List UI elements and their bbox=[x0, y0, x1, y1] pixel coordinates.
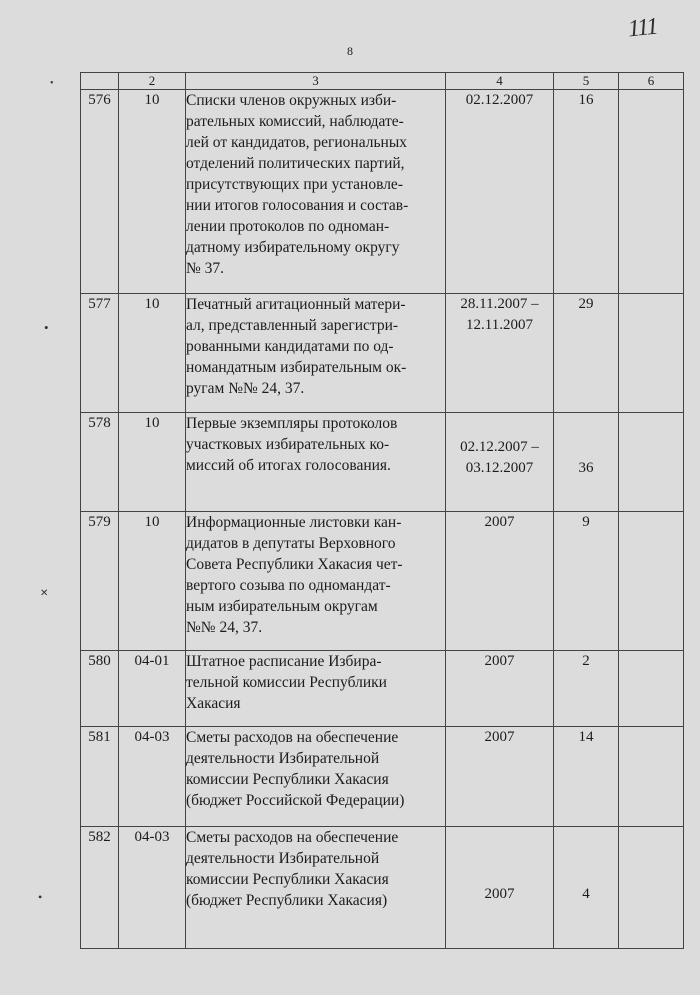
item-index-code: 10 bbox=[119, 512, 186, 651]
item-title: Штатное расписание Избира- тельной комиссии Республики Хакасия bbox=[186, 651, 446, 727]
item-notes bbox=[619, 727, 684, 827]
item-notes bbox=[619, 294, 684, 413]
table-row bbox=[81, 727, 684, 827]
item-page-count: 29 bbox=[554, 294, 619, 413]
document-register-table bbox=[80, 72, 684, 949]
item-index-code: 10 bbox=[119, 90, 186, 294]
item-dates: 02.12.2007 bbox=[446, 90, 554, 294]
column-header: 6 bbox=[619, 73, 684, 90]
scan-speck: • bbox=[50, 78, 54, 89]
item-title: Первые экземпляры протоколов участковых избирательных ко- миссий об итогах голосования. bbox=[186, 413, 446, 512]
table-row bbox=[81, 651, 684, 727]
item-title: Печатный агитационный матери- ал, представленный зарегистри- рованными кандидатами по од- номандатным избирательным ок- ругам №№ 24, 37. bbox=[186, 294, 446, 413]
column-header: 2 bbox=[119, 73, 186, 90]
item-index-code: 10 bbox=[119, 294, 186, 413]
scan-speck: • bbox=[38, 890, 43, 904]
item-number: 582 bbox=[81, 827, 119, 949]
item-dates: 02.12.2007 – 03.12.2007 bbox=[446, 413, 554, 512]
column-header: 4 bbox=[446, 73, 554, 90]
item-page-count: 2 bbox=[554, 651, 619, 727]
item-index-code: 04-01 bbox=[119, 651, 186, 727]
column-header bbox=[81, 73, 119, 90]
item-number: 581 bbox=[81, 727, 119, 827]
item-page-count: 4 bbox=[554, 827, 619, 949]
item-title: Списки членов окружных изби- рательных комиссий, наблюдате- лей от кандидатов, региональных отделений политических партий, присутствующих при установле- нии итогов голосования и состав- лении протоколов по одноман- датному избирательному округу № 37. bbox=[186, 90, 446, 294]
item-title: Сметы расходов на обеспечение деятельности Избирательной комиссии Республики Хакасия (бюджет Республики Хакасия) bbox=[186, 827, 446, 949]
item-notes bbox=[619, 512, 684, 651]
item-title: Сметы расходов на обеспечение деятельности Избирательной комиссии Республики Хакасия (бюджет Российской Федерации) bbox=[186, 727, 446, 827]
item-index-code: 04-03 bbox=[119, 827, 186, 949]
item-page-count: 9 bbox=[554, 512, 619, 651]
table-row bbox=[81, 827, 684, 949]
item-notes bbox=[619, 90, 684, 294]
scan-speck: • bbox=[44, 320, 49, 335]
item-page-count: 36 bbox=[554, 413, 619, 512]
table-row bbox=[81, 413, 684, 512]
item-index-code: 10 bbox=[119, 413, 186, 512]
item-number: 580 bbox=[81, 651, 119, 727]
item-number: 578 bbox=[81, 413, 119, 512]
item-page-count: 14 bbox=[554, 727, 619, 827]
column-header: 5 bbox=[554, 73, 619, 90]
item-notes bbox=[619, 827, 684, 949]
column-header: 3 bbox=[186, 73, 446, 90]
handwritten-sheet-number: 111 bbox=[626, 13, 659, 43]
table-row bbox=[81, 90, 684, 294]
item-dates: 2007 bbox=[446, 651, 554, 727]
column-number-row bbox=[81, 73, 684, 90]
item-notes bbox=[619, 413, 684, 512]
item-index-code: 04-03 bbox=[119, 727, 186, 827]
scan-speck: ✕ bbox=[40, 588, 49, 599]
item-dates: 2007 bbox=[446, 827, 554, 949]
item-dates: 2007 bbox=[446, 727, 554, 827]
item-number: 576 bbox=[81, 90, 119, 294]
item-page-count: 16 bbox=[554, 90, 619, 294]
item-dates: 2007 bbox=[446, 512, 554, 651]
item-title: Информационные листовки кан- дидатов в депутаты Верховного Совета Республики Хакасия чет- вертого созыва по одномандат- ным избирательным округам №№ 24, 37. bbox=[186, 512, 446, 651]
item-dates: 28.11.2007 – 12.11.2007 bbox=[446, 294, 554, 413]
item-number: 577 bbox=[81, 294, 119, 413]
table-row bbox=[81, 512, 684, 651]
item-number: 579 bbox=[81, 512, 119, 651]
page-number: 8 bbox=[347, 44, 353, 58]
item-notes bbox=[619, 651, 684, 727]
table-row bbox=[81, 294, 684, 413]
